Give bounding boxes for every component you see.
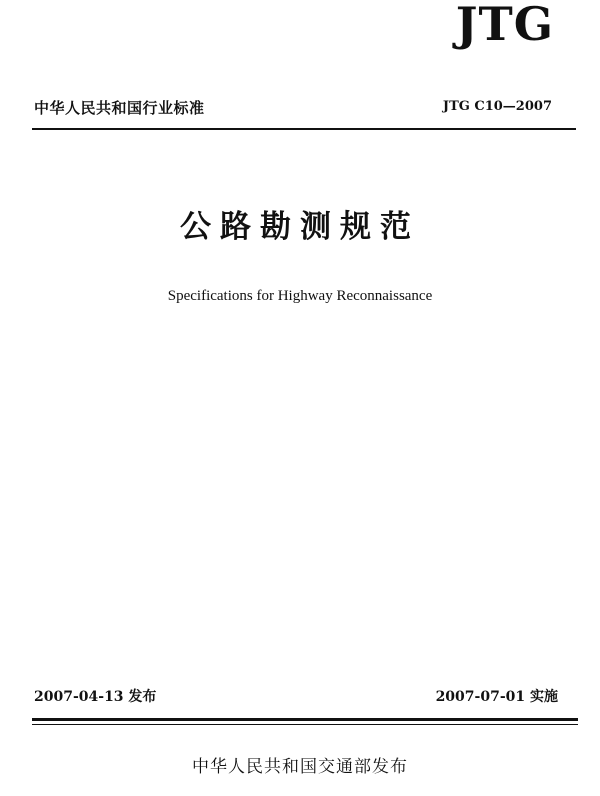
title-english: Specifications for Highway Reconnaissance xyxy=(167,288,433,304)
standard-code: JTG C10—2007 xyxy=(442,99,552,114)
footer-divider-thin xyxy=(32,724,578,725)
issue-date: 2007-04-13 发布 xyxy=(34,689,157,705)
header-divider xyxy=(32,128,576,130)
effective-date: 2007-07-01 实施 xyxy=(435,689,558,705)
footer-divider-thick xyxy=(32,718,578,721)
publisher: 中华人民共和国交通部发布 xyxy=(192,757,408,777)
logo-jtg: JTG xyxy=(455,0,554,51)
title-chinese: 公路勘测规范 xyxy=(180,209,420,245)
standard-class: 中华人民共和国行业标准 xyxy=(34,99,205,117)
